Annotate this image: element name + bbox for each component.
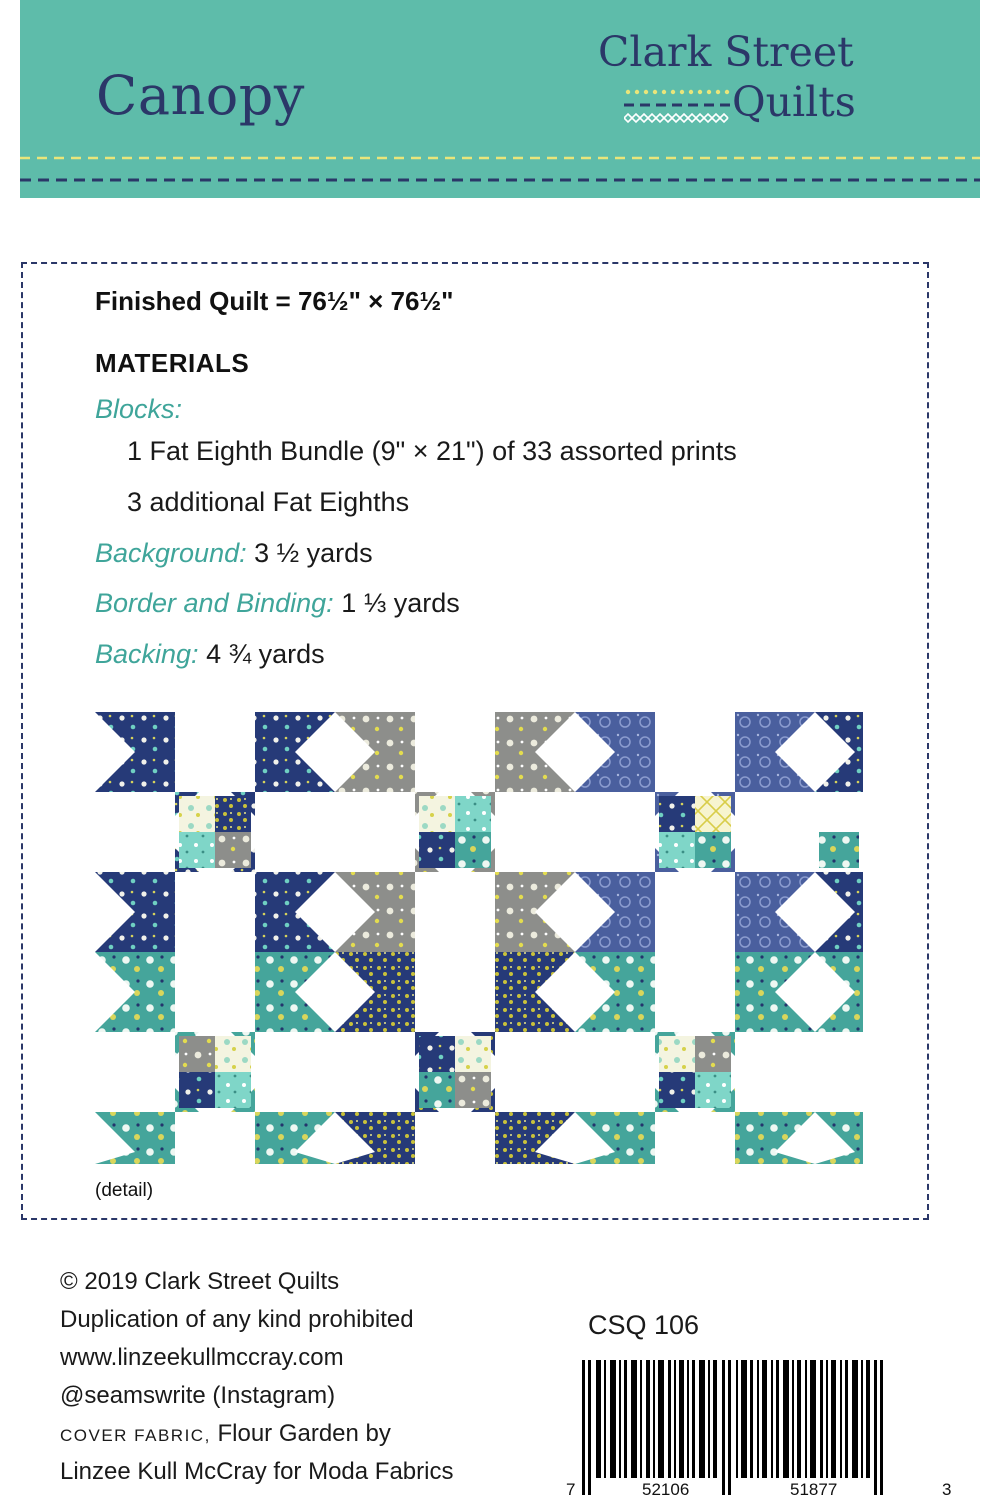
barcode-digit-group: 51877 — [790, 1480, 838, 1499]
border-value: 1 ⅓ yards — [341, 588, 460, 618]
brand-name-line1: Clark Street — [598, 28, 854, 76]
instagram-handle[interactable]: @seamswrite (Instagram) — [60, 1382, 336, 1409]
backing-label: Backing: — [95, 639, 199, 669]
finished-size: Finished Quilt = 76½" × 76½" — [95, 286, 454, 316]
stitch-decoration-icon — [624, 88, 730, 128]
header-banner — [20, 0, 980, 198]
copyright-line: © 2019 Clark Street Quilts — [60, 1268, 340, 1295]
border-label: Border and Binding: — [95, 588, 334, 618]
blocks-line — [95, 394, 182, 425]
quilt-block — [575, 712, 815, 952]
blocks-item: 3 additional Fat Eighths — [127, 487, 410, 517]
designer-credit: Linzee Kull McCray for Moda Fabrics — [60, 1458, 454, 1485]
barcode-digit-group: 7 — [566, 1480, 576, 1499]
brand-name-line2: Quilts — [732, 78, 856, 126]
materials-panel — [21, 262, 929, 1220]
background-line — [95, 538, 373, 569]
website-link[interactable]: www.linzeekullmccray.com — [60, 1344, 344, 1371]
quilt-block — [815, 952, 863, 1164]
duplication-notice: Duplication of any kind prohibited — [60, 1306, 414, 1333]
backing-line — [95, 639, 325, 670]
quilt-block — [95, 712, 335, 952]
background-value: 3 ½ yards — [254, 538, 373, 568]
blocks-label: Blocks: — [95, 394, 183, 424]
quilt-detail-image — [95, 712, 863, 1164]
quilt-block — [335, 712, 575, 952]
image-caption: (detail) — [95, 1180, 154, 1201]
header-stitch-lines-icon — [20, 150, 980, 190]
blocks-item: 1 Fat Eighth Bundle (9" × 21") of 33 assorted prints — [127, 436, 737, 466]
cover-fabric-label: COVER FABRIC, — [60, 1426, 211, 1445]
brand-logo — [598, 28, 898, 138]
barcode-digit-group: 3 — [942, 1480, 952, 1499]
materials-heading: MATERIALS — [95, 348, 250, 378]
cover-fabric-name: Flour Garden by — [210, 1420, 391, 1447]
background-label: Background: — [95, 538, 247, 568]
quilt-block — [815, 712, 863, 952]
cover-fabric-line — [60, 1420, 520, 1448]
barcode-icon — [560, 1360, 960, 1500]
barcode-digit-group: 52106 — [642, 1480, 690, 1499]
border-line — [95, 588, 460, 619]
product-sku: CSQ 106 — [588, 1310, 700, 1340]
pattern-title: Canopy — [96, 64, 305, 127]
quilt-block — [575, 952, 815, 1164]
quilt-block — [95, 952, 335, 1164]
backing-value: 4 ¾ yards — [206, 639, 325, 669]
quilt-block — [335, 952, 575, 1164]
